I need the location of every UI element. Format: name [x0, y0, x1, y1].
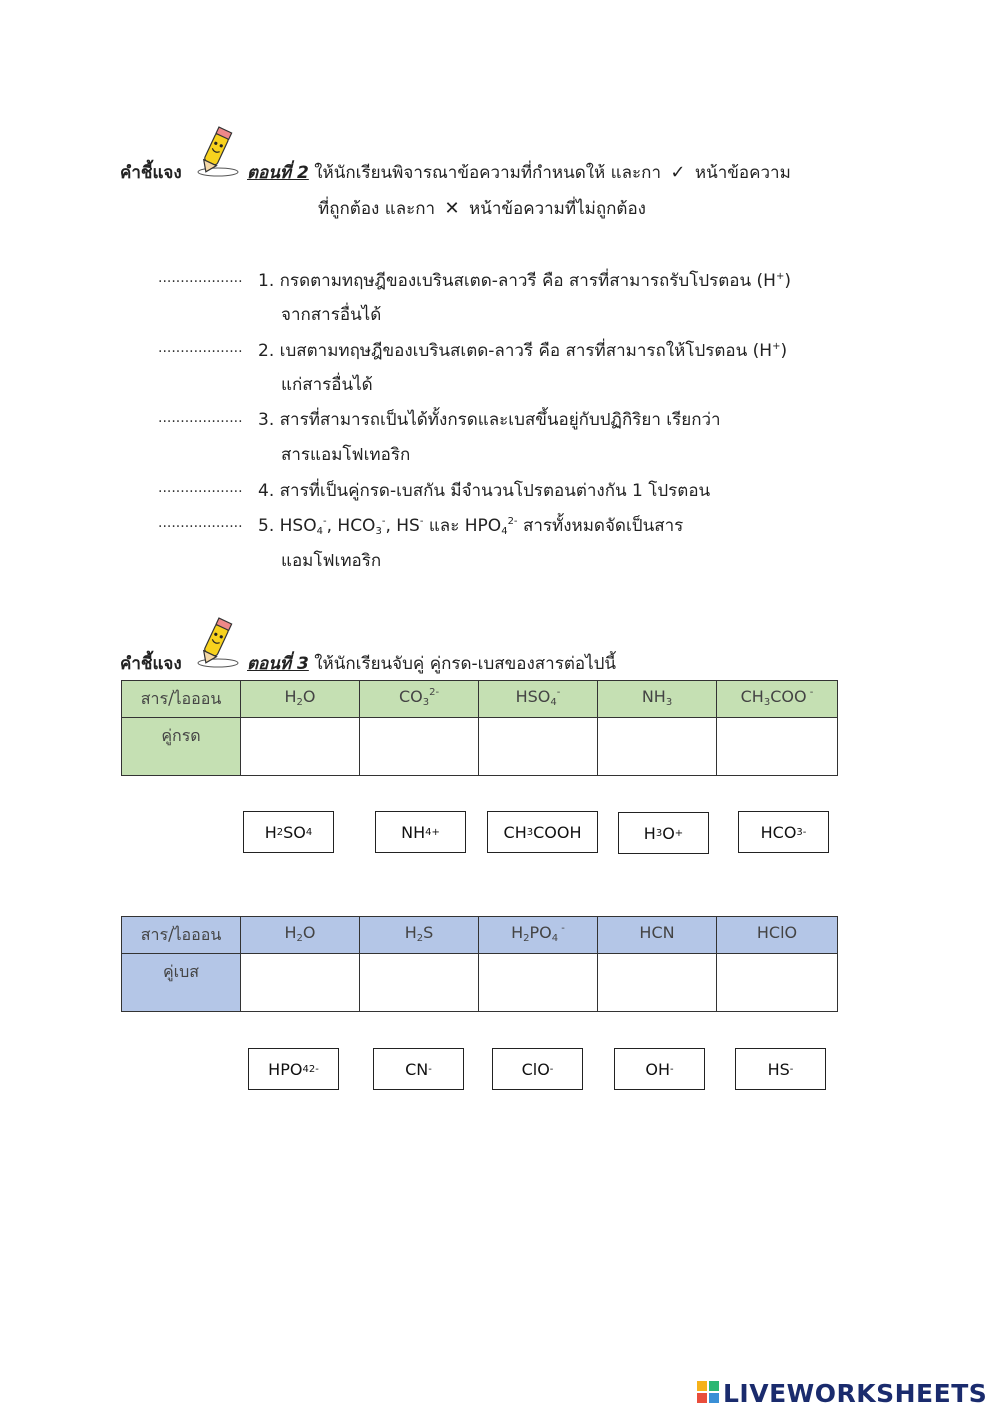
answer-drop-cell[interactable] — [479, 954, 598, 1012]
table1-row-label: คู่กรด — [122, 718, 241, 776]
table1-species: $NH_3$ — [598, 681, 717, 718]
answer-drop-cell[interactable] — [598, 954, 717, 1012]
part2-instruction-line1 — [247, 159, 791, 186]
statement-5-line2: แอมโฟเทอริก — [281, 551, 382, 571]
statement-number: 5. — [258, 516, 275, 536]
table1-species: $CH_3COO$ - — [717, 681, 838, 718]
statement-1 — [258, 267, 791, 294]
option-chip-hco3[interactable]: HCO 3 - — [738, 811, 829, 853]
proton-charge: + — [775, 271, 785, 282]
part2-heading-label: คำชี้แจง — [120, 163, 182, 183]
answer-drop-cell[interactable] — [717, 718, 838, 776]
statement-4 — [258, 477, 710, 504]
answer-drop-cell[interactable] — [241, 718, 360, 776]
statement-number: 2. — [258, 341, 275, 361]
statement-number: 1. — [258, 271, 275, 291]
answer-drop-cell[interactable] — [360, 718, 479, 776]
table2-species: $H_2PO_4$ - — [479, 917, 598, 954]
statement-2 — [258, 337, 787, 364]
table2-species: $H_2O$ — [241, 917, 360, 954]
table1-species: $HSO_4^-$ — [479, 681, 598, 718]
part3-label: ตอนที่ 3 — [247, 654, 309, 674]
part2-instruction-d: หน้าข้อความที่ไม่ถูกต้อง — [469, 199, 646, 219]
liveworksheets-logo-text: LIVEWORKSHEETS — [723, 1379, 988, 1408]
part3-instruction-text: ให้นักเรียนจับคู่ คู่กรด-เบสของสารต่อไปนี้ — [314, 654, 617, 674]
conjugate-base-table — [121, 916, 838, 1012]
answer-blank-5[interactable]: ................... — [158, 515, 243, 531]
answer-drop-cell[interactable] — [360, 954, 479, 1012]
statement-text-end: ) — [780, 341, 788, 361]
table2-header-label: สาร/ไอออน — [122, 917, 241, 954]
species-hs: HS- — [396, 516, 424, 536]
part2-instruction-a: ให้นักเรียนพิจารณาข้อความที่กำหนดให้ และกา — [314, 163, 662, 183]
species-hco3: $HCO_3^-$, — [337, 516, 391, 537]
option-chip-hs[interactable]: HS - — [735, 1048, 826, 1090]
table2-species: HClO — [717, 917, 838, 954]
option-chip-nh4[interactable]: NH 4 + — [375, 811, 466, 853]
table1-species: $H_2O$ — [241, 681, 360, 718]
pencil-mascot-icon — [192, 122, 240, 178]
option-chip-cn[interactable]: CN - — [373, 1048, 464, 1090]
answer-blank-4[interactable]: ................... — [158, 480, 243, 496]
pencil-mascot-icon — [192, 613, 240, 669]
answer-drop-cell[interactable] — [717, 954, 838, 1012]
check-mark-icon: ✓ — [670, 162, 686, 183]
table2-row-label: คู่เบส — [122, 954, 241, 1012]
statement-number: 3. — [258, 410, 275, 430]
part3-heading-label: คำชี้แจง — [120, 654, 182, 674]
option-chip-ch3cooh[interactable]: CH 3 COOH — [487, 811, 598, 853]
part2-instruction-b: หน้าข้อความ — [694, 163, 791, 183]
answer-blank-2[interactable]: ................... — [158, 340, 243, 356]
option-chip-hpo4[interactable]: HPO 4 2- — [248, 1048, 339, 1090]
statement-2-line2: แก่สารอื่นได้ — [281, 375, 373, 395]
species-hso4: $HSO_4^-$, — [279, 516, 332, 537]
statement-5 — [258, 512, 683, 539]
statement-text-and: และ — [428, 516, 460, 536]
table2-species: HCN — [598, 917, 717, 954]
statement-text: กรดตามทฤษฎีของเบรินสเตด-ลาวรี คือ สารที่สามารถรับโปรตอน (H — [279, 271, 776, 291]
statement-number: 4. — [258, 481, 275, 501]
option-chip-h3o[interactable]: H 3 O + — [618, 812, 709, 854]
cross-mark-icon: ✕ — [444, 198, 460, 219]
part2-label: ตอนที่ 2 — [247, 163, 309, 183]
statement-1-line2: จากสารอื่นได้ — [281, 305, 382, 325]
answer-drop-cell[interactable] — [598, 718, 717, 776]
part2-instruction-c: ที่ถูกต้อง และกา — [318, 199, 436, 219]
statement-text: เบสตามทฤษฎีของเบรินสเตด-ลาวรี คือ สารที่สามารถให้โปรตอน (H — [279, 341, 773, 361]
part2-instruction-line2 — [318, 195, 646, 222]
answer-drop-cell[interactable] — [479, 718, 598, 776]
statement-text-end: ) — [784, 271, 791, 291]
answer-blank-3[interactable]: ................... — [158, 410, 243, 426]
table2-species: $H_2S$ — [360, 917, 479, 954]
statement-text: สารที่เป็นคู่กรด-เบสกัน มีจำนวนโปรตอนต่างกัน 1 โปรตอน — [279, 481, 711, 501]
option-chip-oh[interactable]: OH - — [614, 1048, 705, 1090]
answer-drop-cell[interactable] — [241, 954, 360, 1012]
table1-species: $CO_3^{2-}$ — [360, 681, 479, 718]
table1-header-label: สาร/ไอออน — [122, 681, 241, 718]
statement-text: สารที่สามารถเป็นได้ทั้งกรดและเบสขึ้นอยู่กับปฏิกิริยา เรียกว่า — [279, 410, 721, 430]
part3-instruction — [247, 650, 616, 677]
option-chip-clo[interactable]: ClO - — [492, 1048, 583, 1090]
species-hpo4: $HPO_4^{2-}$ — [464, 516, 518, 537]
conjugate-acid-table — [121, 680, 838, 776]
liveworksheets-logo[interactable] — [697, 1379, 987, 1408]
statement-3 — [258, 406, 721, 433]
option-chip-h2so4[interactable]: H 2 SO 4 — [243, 811, 334, 853]
proton-charge: + — [772, 341, 781, 352]
statement-text: สารทั้งหมดจัดเป็นสาร — [522, 516, 684, 536]
answer-blank-1[interactable]: ................... — [158, 270, 243, 286]
liveworksheets-logo-icon — [697, 1381, 721, 1407]
statement-3-line2: สารแอมโฟเทอริก — [281, 445, 411, 465]
